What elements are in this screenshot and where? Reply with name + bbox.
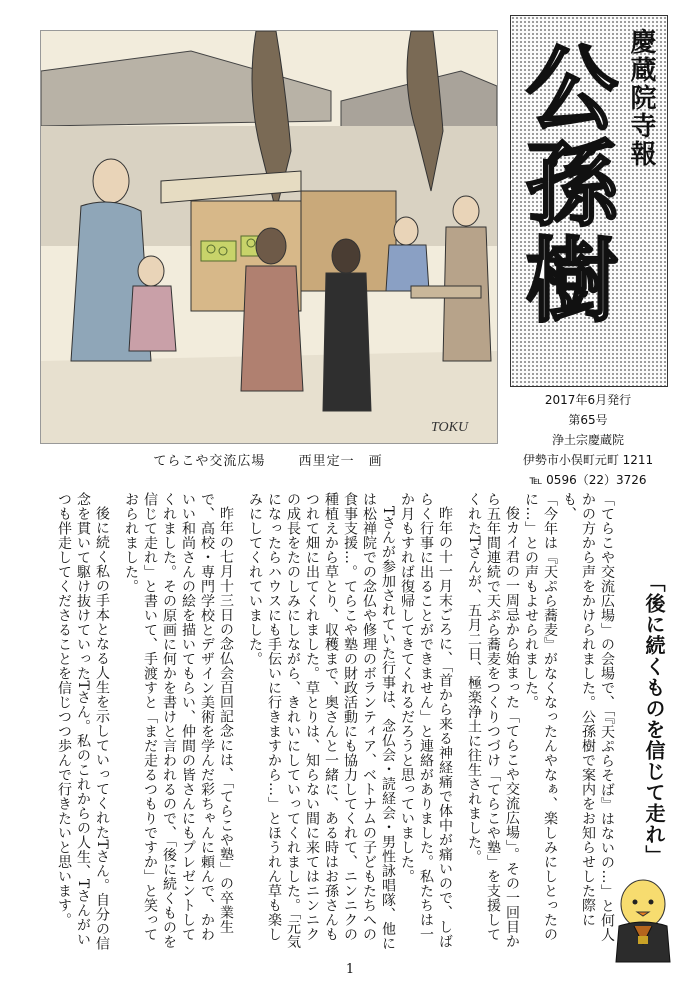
market-illustration xyxy=(40,30,498,444)
temple-address: 伊勢市小俣町元町 1211 xyxy=(522,453,654,467)
newsletter-title: 公孫樹 xyxy=(511,40,619,328)
masthead xyxy=(510,15,668,387)
paragraph: 俊カイ君の一周忌から始まった「てらこや交流広場」。その一回目から五年間連続で天ぷら蕎麦をつくりつづけ「てらこや塾」を支援してくれたTさんが、五月二日、極楽浄土に往生されました。 xyxy=(466,492,520,949)
issue-info xyxy=(510,390,666,490)
temple-phone: ℡ 0596（22）3726 xyxy=(529,473,647,487)
article-body xyxy=(28,492,616,952)
caption-artist: 西里定一 画 xyxy=(298,454,383,469)
article-headline: 「後に続くものを信じて走れ」 xyxy=(642,572,666,866)
illustration-caption xyxy=(40,450,496,469)
paragraph: 「てらこや交流広場」の会場で、「『天ぷらそば』はないの…」と何人かの方から声をかけられました。公孫樹で案内をお知らせした際にも、 xyxy=(561,492,615,942)
paragraph: 後に続く私の手本となる人生を示していってくれたTさん。自分の信念を貫いて駆け抜けていったTさん。私のこれからの人生、Tさんがいつも伴走してくださることを信じつつ歩んで行きたいと思います。 xyxy=(56,492,110,951)
page-number: 1 xyxy=(345,962,355,977)
paragraph: 昨年の十一月末ごろに、「首から来る神経痛で体中が痛いので、しばらく行事に出ることができません」と連絡がありました。私たちは一か月もすれば復帰してきてくれるだろうと思っていました。 xyxy=(399,492,453,949)
market-scene-drawing xyxy=(41,31,497,443)
issue-date: 2017年6月発行 xyxy=(544,393,632,407)
issue-number: 第65号 xyxy=(568,413,608,427)
paragraph: 「今年は『天ぷら蕎麦』がなくなったんやなぁ、楽しみにしとったのに…」との声もよせられました。 xyxy=(523,492,558,942)
temple-name: 浄土宗慶蔵院 xyxy=(551,433,624,447)
newsletter-subtitle: 慶蔵院寺報 xyxy=(626,28,656,168)
paragraph: Tさんが参加されていた行事は、念仏会・読経会・男性詠唱隊、他には松禅院での念仏や修理のボランティア、ベトナムの子どもたちへの食事支援…。てらこや塾の財政活動にも協力してくれて、ニンニクの種植えから草とり、収穫まで、奥さんと一緒に、ある時はお孫さんもつれて畑に出てくれました。草とりは、知らない間に来てはニンニクの成長をたのしみにしながら、きれいにしていってくれました。「元気になったらハウスにも手伝いに行きますから…」とほうれん草も楽しみにしてくれていました。 xyxy=(247,492,396,951)
paragraph: 昨年の七月十三日の念仏会百回記念には、「てらこや塾」の卒業生で、高校・専門学校とデザイン美術を学んだ彩ちゃんに頼んで、かわいい和尚さんの絵を描いてもらい、仲間の皆さんにもプレゼントしてくれました。その原画に何かを書けと言われるので、「後に続くものを信じて走れ」と書いて、手渡すと「まだ走るつもりですか」と笑っておられました。 xyxy=(123,492,234,949)
artist-signature: TOKU xyxy=(431,420,469,435)
caption-title: てらこや交流広場 xyxy=(153,454,266,469)
monk-mascot-icon xyxy=(604,874,682,966)
